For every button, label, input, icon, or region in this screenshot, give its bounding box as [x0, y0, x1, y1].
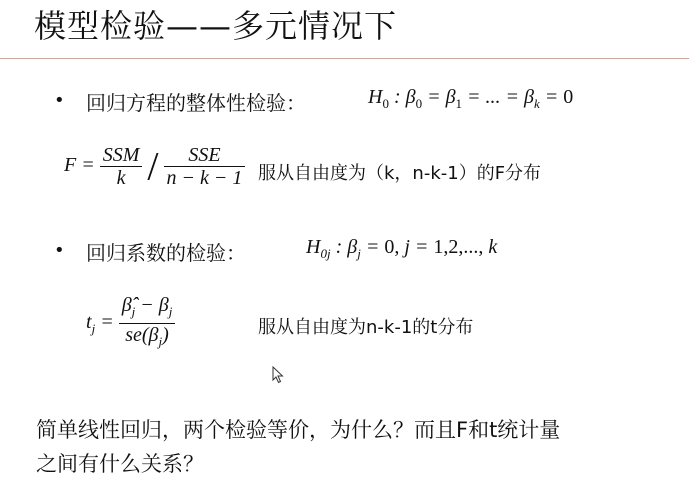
overall-test-hypothesis: $H_0$ : $\beta_0 = \beta_1$ = ... = $\beta_k = 0$ — [368, 86, 574, 111]
question-line-2: 之间有什么关系？ — [36, 452, 204, 476]
f-fraction-ssm: $\frac{\text{SSM}}{k}$ — [100, 144, 143, 189]
mouse-cursor-icon — [272, 366, 284, 388]
title-divider — [0, 58, 689, 59]
coefficient-test-hypothesis: $H_{0j}$ : $\beta_j = 0$, j = 1,2,..., k — [306, 236, 498, 261]
f-fraction-sse: $\frac{\text{SSE}}{n - k - 1}$ — [164, 144, 246, 189]
t-formula: $t_j$ = $\frac{\betâ_j - \beta_j}{se(\beta_j)}$ — [86, 294, 175, 353]
question-line-1: 简单线性回归，两个检验等价，为什么？而且F和t统计量 — [36, 418, 561, 442]
coefficient-test-label: 回归系数的检验： — [86, 241, 246, 265]
f-distribution-description: 服从自由度为（k，n-k-1）的F分布 — [258, 163, 542, 184]
t-distribution-description: 服从自由度为n-k-1的t分布 — [258, 317, 474, 338]
bullet-2: • — [54, 240, 65, 261]
overall-test-label: 回归方程的整体性检验： — [86, 91, 306, 115]
t-fraction: $\frac{\betâ_j - \beta_j}{se(\beta_j)}$ — [119, 294, 176, 353]
f-formula: F = $\frac{\text{SSM}}{k}$ / $\frac{\text{SSE}}{n - k - 1}$ — [64, 144, 245, 189]
bullet-1: • — [54, 90, 65, 111]
slide-title: 模型检验——多元情况下 — [34, 7, 398, 45]
